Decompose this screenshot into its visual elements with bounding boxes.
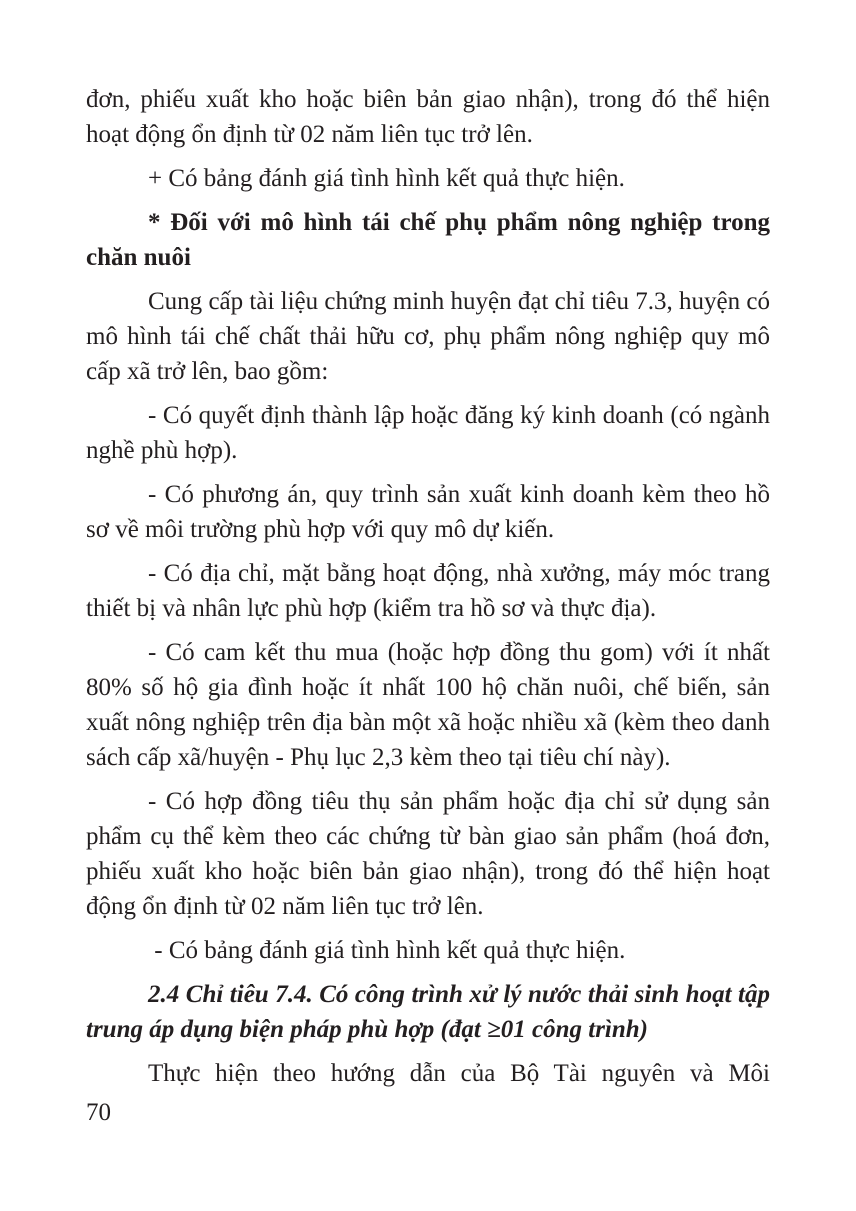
list-item-production-plan: - Có phương án, quy trình sản xuất kinh doanh kèm theo hồ sơ về môi trường phù hợp với quy mô dự kiến.: [86, 481, 770, 543]
paragraph-continuation: đơn, phiếu xuất kho hoặc biên bản giao nhận), trong đó thể hiện hoạt động ổn định từ 02 năm liên tục trở lên.: [86, 86, 770, 148]
page-number: 70: [86, 1099, 111, 1126]
paragraph-evaluation-table: + Có bảng đánh giá tình hình kết quả thực hiện.: [148, 165, 625, 192]
section-heading-recycling-model: * Đối với mô hình tái chế phụ phẩm nông nghiệp trong chăn nuôi: [86, 209, 770, 271]
body-text: [86, 82, 770, 1091]
list-item-consumption-contract: - Có hợp đồng tiêu thụ sản phẩm hoặc địa chỉ sử dụng sản phẩm cụ thể kèm theo các chứng từ bàn giao sản phẩm (hoá đơn, phiếu xuất kho hoặc biên bản giao nhận), trong đó thể hiện hoạt động ổn định từ 02 năm liên tục trở lên.: [86, 788, 770, 920]
list-item-address-facilities: - Có địa chỉ, mặt bằng hoạt động, nhà xưởng, máy móc trang thiết bị và nhân lực phù hợp (kiểm tra hồ sơ và thực địa).: [86, 560, 770, 622]
section-heading-indicator-7-4: 2.4 Chỉ tiêu 7.4. Có công trình xử lý nước thải sinh hoạt tập trung áp dụng biện pháp phù hợp (đạt ≥01 công trình): [86, 981, 770, 1043]
list-item-evaluation-table: - Có bảng đánh giá tình hình kết quả thực hiện.: [148, 937, 626, 964]
paragraph-documents-intro: Cung cấp tài liệu chứng minh huyện đạt chỉ tiêu 7.3, huyện có mô hình tái chế chất thải hữu cơ, phụ phẩm nông nghiệp quy mô cấp xã trở lên, bao gồm:: [86, 288, 770, 385]
list-item-decision: - Có quyết định thành lập hoặc đăng ký kinh doanh (có ngành nghề phù hợp).: [86, 402, 770, 464]
paragraph-implementation: Thực hiện theo hướng dẫn của Bộ Tài nguyên và Môi: [148, 1060, 770, 1087]
list-item-purchase-commitment: - Có cam kết thu mua (hoặc hợp đồng thu gom) với ít nhất 80% số hộ gia đình hoặc ít nhất 100 hộ chăn nuôi, chế biến, sản xuất nông nghiệp trên địa bàn một xã hoặc nhiều xã (kèm theo danh sách cấp xã/huyện - Phụ lục 2,3 kèm theo tại tiêu chí này).: [86, 639, 770, 771]
